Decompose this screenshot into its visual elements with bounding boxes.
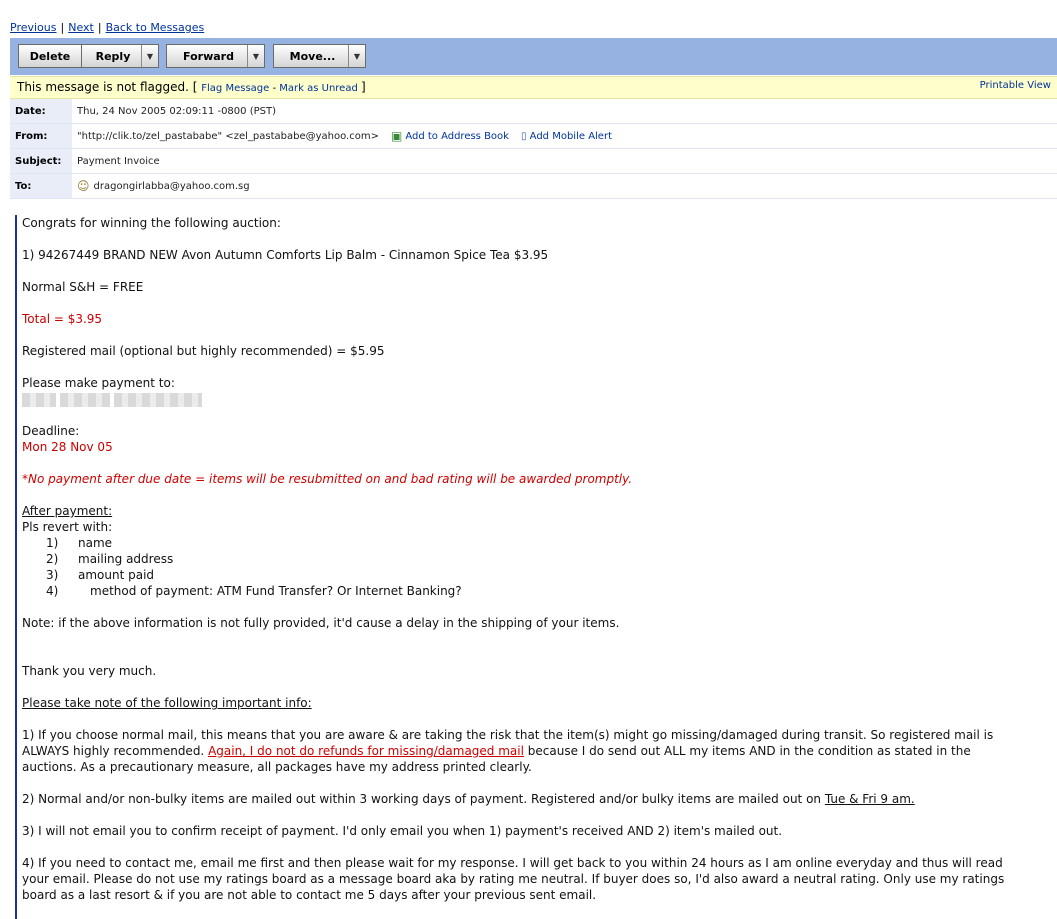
message-toolbar	[10, 38, 1057, 75]
thanks-text: Thank you very much.	[22, 664, 157, 678]
to-row	[10, 174, 1057, 199]
auction-item: 1) 94267449 BRAND NEW Avon Autumn Comforts Lip Balm - Cinnamon Spice Tea $3.95	[22, 248, 549, 262]
list-item	[46, 567, 1022, 583]
subject-label: Subject:	[10, 149, 72, 173]
date-value: Thu, 24 Nov 2005 02:09:11 -0800 (PST)	[77, 105, 276, 117]
revert-text: Pls revert with:	[22, 520, 113, 534]
move-button[interactable]	[273, 44, 366, 68]
redacted-text	[22, 393, 56, 407]
back-to-messages-link[interactable]: Back to Messages	[105, 21, 205, 34]
chevron-down-icon[interactable]: ▼	[247, 45, 264, 67]
list-number: 3)	[46, 568, 59, 582]
date-label: Date:	[10, 99, 72, 123]
date-row	[10, 99, 1057, 124]
separator: |	[60, 21, 65, 34]
list-number: 2)	[46, 552, 59, 566]
bracket: [	[192, 80, 198, 94]
mail-days: Tue & Fri 9 am.	[824, 792, 915, 806]
list-text: name	[78, 536, 113, 550]
redacted-text	[60, 393, 110, 407]
subject-row	[10, 149, 1057, 174]
registered-text: Registered mail (optional but highly recommended) = $5.95	[22, 344, 385, 358]
flag-message-link[interactable]: Flag Message	[201, 83, 270, 94]
chevron-down-icon[interactable]: ▼	[348, 45, 365, 67]
from-cell	[72, 124, 612, 148]
list-item	[46, 535, 1022, 551]
payment-details	[22, 375, 1022, 407]
message-nav	[10, 21, 204, 34]
from-value: "http://clik.to/zel_pastababe" <zel_pastababe@yahoo.com>	[77, 130, 379, 142]
list-text: method of payment: ATM Fund Transfer? Or Internet Banking?	[90, 584, 462, 598]
total-text: Total = $3.95	[22, 312, 103, 326]
pay-to-label: Please make payment to:	[22, 376, 175, 390]
congrats-text: Congrats for winning the following auction:	[22, 216, 281, 230]
redacted-text	[114, 393, 202, 407]
refund-warning: Again, I do not do refunds for missing/damaged mail	[208, 744, 524, 758]
flag-status-row	[17, 77, 366, 99]
info-point-4: 4) If you need to contact me, email me first and then please wait for my response. I will get back to you within 24 hours as I am online everyday and thus will read your email. Please do not use my ratings board as a message board aka by rating me neutral. If buyer does so, I'd also award a neutral rating. Only use my ratings board as a last resort & if you are not able to contact me 5 days after your previous sent email.	[22, 856, 1005, 902]
list-item	[46, 551, 1022, 567]
delete-button[interactable]	[18, 44, 82, 68]
revert-list	[46, 535, 1022, 599]
list-item	[46, 583, 1022, 599]
bracket: ]	[360, 80, 366, 94]
message-body	[15, 215, 1022, 919]
previous-link[interactable]: Previous	[10, 21, 57, 34]
next-link[interactable]: Next	[68, 21, 94, 34]
to-label: To:	[10, 174, 72, 198]
reply-label: Reply	[95, 49, 131, 63]
mark-unread-link[interactable]: Mark as Unread	[279, 83, 358, 94]
deadline	[22, 423, 1022, 455]
forward-label: Forward	[183, 49, 234, 63]
list-number: 4)	[46, 584, 59, 598]
after-payment-heading: After payment:	[22, 504, 113, 518]
flag-status: This message is not flagged.	[17, 80, 189, 94]
info-point-3: 3) I will not email you to confirm receipt of payment. I'd only email you when 1) payment's received AND 2) item's mailed out.	[22, 824, 783, 838]
info-text: 1) If you choose normal mail, this means that you are aware & are taking the risk that the item(s) might go missing/damaged during transit. So registered mail is ALWAYS highly recommended.	[22, 728, 994, 758]
message-header	[10, 99, 1057, 199]
list-text: amount paid	[78, 568, 155, 582]
deadline-date: Mon 28 Nov 05	[22, 440, 113, 454]
mobile-phone-icon[interactable]: ▯	[520, 130, 527, 142]
address-book-icon[interactable]: ▣	[390, 129, 403, 143]
chevron-down-icon[interactable]: ▼	[141, 45, 158, 67]
list-text: mailing address	[78, 552, 174, 566]
after-payment-block	[22, 503, 1022, 535]
move-label: Move...	[289, 49, 336, 63]
important-info-heading: Please take note of the following important info:	[22, 696, 312, 710]
note-text: Note: if the above information is not fully provided, it'd cause a delay in the shipping of your items.	[22, 616, 620, 630]
deadline-label: Deadline:	[22, 424, 80, 438]
from-row	[10, 124, 1057, 149]
flag-bar	[10, 76, 1057, 99]
reply-button[interactable]	[81, 44, 159, 68]
add-address-book-link[interactable]: Add to Address Book	[405, 130, 509, 142]
add-mobile-alert-link[interactable]: Add Mobile Alert	[529, 130, 612, 142]
info-text: 2) Normal and/or non-bulky items are mailed out within 3 working days of payment. Registered and/or bulky items are mailed out on	[22, 792, 825, 806]
warning-text: *No payment after due date = items will be resubmitted on and bad rating will be awarded promptly.	[22, 472, 633, 486]
list-number: 1)	[46, 536, 59, 550]
to-value: dragongirlabba@yahoo.com.sg	[93, 180, 250, 192]
spacer	[22, 711, 1022, 727]
smiley-icon: ☺	[77, 179, 90, 193]
printable-view-link[interactable]: Printable View	[979, 80, 1051, 91]
info-text: because I do send out ALL my items AND in the condition as stated in the auctions. As a precautionary measure, all packages have my address printed clearly.	[22, 744, 971, 774]
info-point-2	[22, 791, 1022, 807]
from-label: From:	[10, 124, 72, 148]
info-point-1	[22, 727, 1022, 775]
separator: |	[97, 21, 102, 34]
to-cell	[72, 174, 250, 198]
dash: -	[272, 83, 277, 94]
delete-label: Delete	[29, 49, 71, 63]
forward-button[interactable]	[166, 44, 265, 68]
subject-value: Payment Invoice	[77, 155, 160, 167]
shipping-text: Normal S&H = FREE	[22, 280, 144, 294]
